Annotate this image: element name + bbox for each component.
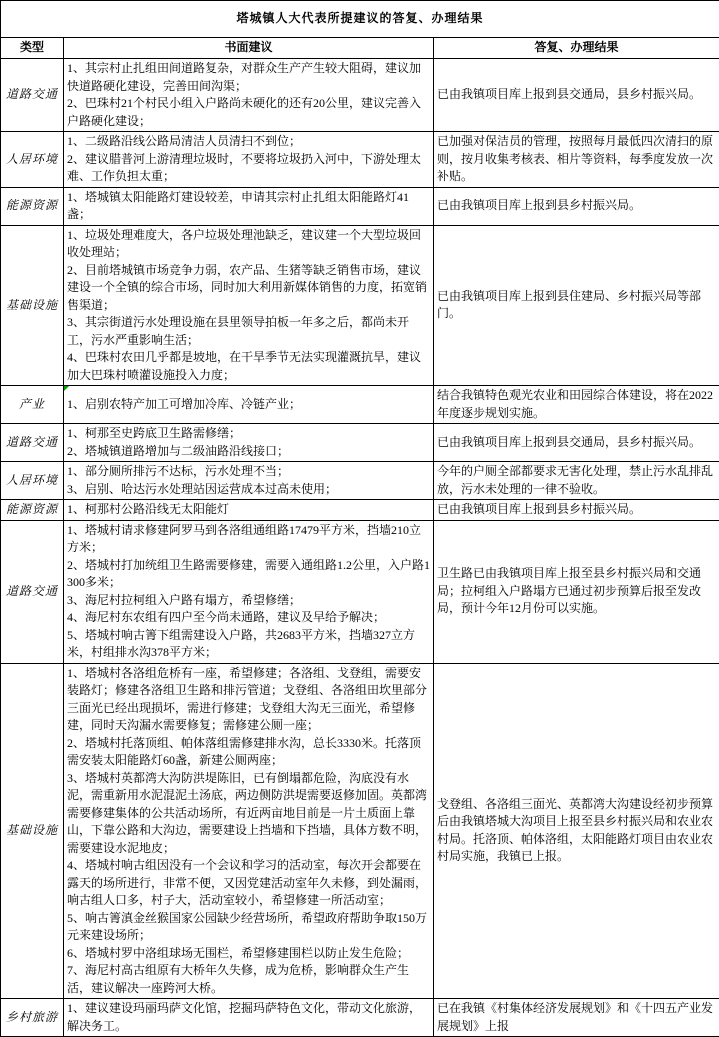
table-row — [1, 462, 719, 500]
row-result: 已加强对保洁员的管理，按照每月最低四次清扫的原则，按月收集考核表、相片等资料，每季度发放一次补贴。 — [434, 132, 719, 188]
table-row — [1, 999, 719, 1037]
table-row — [1, 424, 719, 462]
suggestion-item: 2、建议腊普河上游清理垃圾时，不要将垃圾扔入河中，下游处理太难、工作负担太重； — [67, 151, 430, 186]
row-suggestions — [64, 663, 434, 999]
row-suggestions — [64, 59, 434, 132]
row-suggestions — [64, 386, 434, 424]
suggestion-item: 1、启别农特产加工可增加冷库、冷链产业； — [67, 396, 430, 414]
suggestion-item: 5、响古箐滇金丝猴国家公园缺少经营场所，希望政府帮助争取150万元来建设场所； — [67, 910, 430, 945]
row-type: 乡村旅游 — [1, 999, 64, 1037]
column-header-result: 答复、办理结果 — [434, 38, 719, 59]
row-result: 已在我镇《村集体经济发展规划》和《十四五产业发展规划》上报 — [434, 999, 719, 1037]
suggestion-item: 1、塔城村各洛组危桥有一座，希望修建；各洛组、戈登组，需要安装路灯；修建各洛组卫生路和排污管道；戈登组、各洛组田坎里部分三面光已经出现损坏，需进行修建；戈登组大沟无三面光，希望修建，同时天沟漏水需要修复；需修建公厕一座； — [67, 665, 430, 735]
row-type: 道路交通 — [1, 59, 64, 132]
row-result: 今年的户厕全部都要求无害化处理，禁止污水乱排乱放，污水未处理的一律不验收。 — [434, 462, 719, 500]
row-result: 已由我镇项目库上报到县交通局，县乡村振兴局。 — [434, 424, 719, 462]
suggestion-item: 4、巴珠村农田几乎都是坡地，在干旱季节无法实现灌溉抗旱，建议加大巴珠村喷灌设施投入力度； — [67, 349, 430, 384]
row-type: 能源资源 — [1, 500, 64, 521]
row-suggestions — [64, 500, 434, 521]
row-result: 戈登组、各洛组三面光、英都湾大沟建设经初步预算后由我镇塔城大沟项目上报至县乡村振兴局和农业农村局。托洛顶、帕体洛组，太阳能路灯项目由农业农村局实施，我镇已上报。 — [434, 663, 719, 999]
suggestion-item: 1、柯那村公路沿线无太阳能灯 — [67, 501, 430, 519]
suggestion-item: 1、建议建设玛丽玛萨文化馆，挖掘玛萨特色文化，带动文化旅游，解决务工。 — [67, 1000, 430, 1035]
suggestion-item: 3、启别、哈达污水处理站因运营成本过高未使用； — [67, 481, 430, 499]
row-result: 结合我镇特色观光农业和田园综合体建设，将在2022年度逐步规划实施。 — [434, 386, 719, 424]
row-result: 已由我镇项目库上报到县乡村振兴局。 — [434, 500, 719, 521]
table-row — [1, 663, 719, 999]
suggestion-item: 4、塔城村响古组因没有一个会议和学习的活动室，每次开会都要在露天的场所进行，非常不便，又因党建活动室年久未修，到处漏雨，响古组人口多，村子大，活动室较小，希望修建一所活动室； — [67, 857, 430, 910]
table-row — [1, 187, 719, 225]
row-type: 人居环境 — [1, 462, 64, 500]
row-type: 能源资源 — [1, 187, 64, 225]
table-row — [1, 386, 719, 424]
column-header-type: 类型 — [1, 38, 64, 59]
row-suggestions — [64, 520, 434, 663]
suggestion-item: 2、塔城村托落顶组、帕体落组需修建排水沟，总长3330米。托落顶需安装太阳能路灯60盏，新建公厕两座； — [67, 735, 430, 770]
row-type: 人居环境 — [1, 132, 64, 188]
row-suggestions — [64, 424, 434, 462]
suggestion-item: 5、塔城村响古箐下组需建设入户路，共2683平方米，挡墙327立方米，村组排水沟378平方米； — [67, 627, 430, 662]
row-suggestions — [64, 462, 434, 500]
header-row — [1, 38, 719, 59]
suggestion-item: 1、塔城村请求修建阿罗马到各洛组通组路17479平方米，挡墙210立方米； — [67, 522, 430, 557]
page-title: 塔城镇人大代表所提建议的答复、办理结果 — [1, 1, 719, 38]
title-row — [1, 1, 719, 38]
table-row — [1, 132, 719, 188]
suggestion-item: 1、垃圾处理难度大，各户垃圾处理池缺乏，建议建一个大型垃圾回收处理站； — [67, 227, 430, 262]
suggestion-item: 2、塔城镇道路增加与二级油路沿线接口； — [67, 443, 430, 461]
cell-corner-marker — [64, 386, 69, 391]
row-type: 基础设施 — [1, 663, 64, 999]
suggestion-item: 2、巴珠村21个村民小组入户路尚未硬化的还有20公里，建议完善入户路硬化建设； — [67, 95, 430, 130]
row-type: 道路交通 — [1, 424, 64, 462]
row-result: 已由我镇项目库上报到县乡村振兴局。 — [434, 187, 719, 225]
suggestion-item: 1、塔城镇太阳能路灯建设较差，申请其宗村止扎组太阳能路灯41盏； — [67, 189, 430, 224]
suggestion-item: 1、部分厕所排污不达标，污水处理不当； — [67, 463, 430, 481]
row-result: 已由我镇项目库上报到县交通局，县乡村振兴局。 — [434, 59, 719, 132]
row-result: 已由我镇项目库上报到县住建局、乡村振兴局等部门。 — [434, 225, 719, 386]
row-suggestions — [64, 187, 434, 225]
suggestion-item: 2、塔城村打加统组卫生路需要修建，需要入通组路1.2公里，入户路1300多米； — [67, 557, 430, 592]
suggestion-item: 3、海尼村拉柯组入户路有塌方，希望修缮； — [67, 592, 430, 610]
suggestion-item: 1、其宗村止扎组田间道路复杂，对群众生产产生较大阻碍，建议加快道路硬化建设，完善田间沟渠； — [67, 60, 430, 95]
table-row — [1, 59, 719, 132]
row-suggestions — [64, 999, 434, 1037]
suggestion-item: 1、柯那至史跨底卫生路需修缮； — [67, 425, 430, 443]
suggestion-item: 3、塔城村英都湾大沟防洪堤陈旧，已有倒塌都危险，沟底没有水泥，需重新用水泥混泥土汤底，两边侧防洪堤需要返修加固。英都湾需要修建集体的公共活动场所，有近两亩地目前是一片土质面上靠山，下靠公路和大沟边，需要建设上挡墙和下挡墙，具体方数不明，需要建设水泥地皮； — [67, 770, 430, 858]
suggestion-item: 2、目前塔城镇市场竞争力弱，农产品、生猪等缺乏销售市场，建议建设一个全镇的综合市场，同时加大利用新媒体销售的力度，拓宽销售渠道； — [67, 262, 430, 315]
suggestion-item: 7、海尼村高古组原有大桥年久失修，成为危桥，影响群众生产生活，建议解决一座跨河大桥。 — [67, 962, 430, 997]
row-type: 产业 — [1, 386, 64, 424]
suggestion-item: 3、其宗街道污水处理设施在县里领导拍板一年多之后，都尚未开工，污水严重影响生活； — [67, 314, 430, 349]
table-row — [1, 500, 719, 521]
column-header-suggestion: 书面建议 — [64, 38, 434, 59]
suggestion-item: 4、海尼村东农组有四户至今尚未通路，建议及早给予解决； — [67, 609, 430, 627]
row-type: 基础设施 — [1, 225, 64, 386]
table-row — [1, 225, 719, 386]
row-suggestions — [64, 132, 434, 188]
row-result: 卫生路已由我镇项目库上报至县乡村振兴局和交通局；拉柯组入户路塌方已通过初步预算后报至发改局，预计今年12月份可以实施。 — [434, 520, 719, 663]
suggestion-item: 1、二级路沿线公路局清洁人员清扫不到位； — [67, 133, 430, 151]
row-type: 道路交通 — [1, 520, 64, 663]
table-row — [1, 520, 719, 663]
row-suggestions — [64, 225, 434, 386]
suggestion-item: 6、塔城村罗中洛组球场无围栏，希望修建围栏以防止发生危险； — [67, 945, 430, 963]
